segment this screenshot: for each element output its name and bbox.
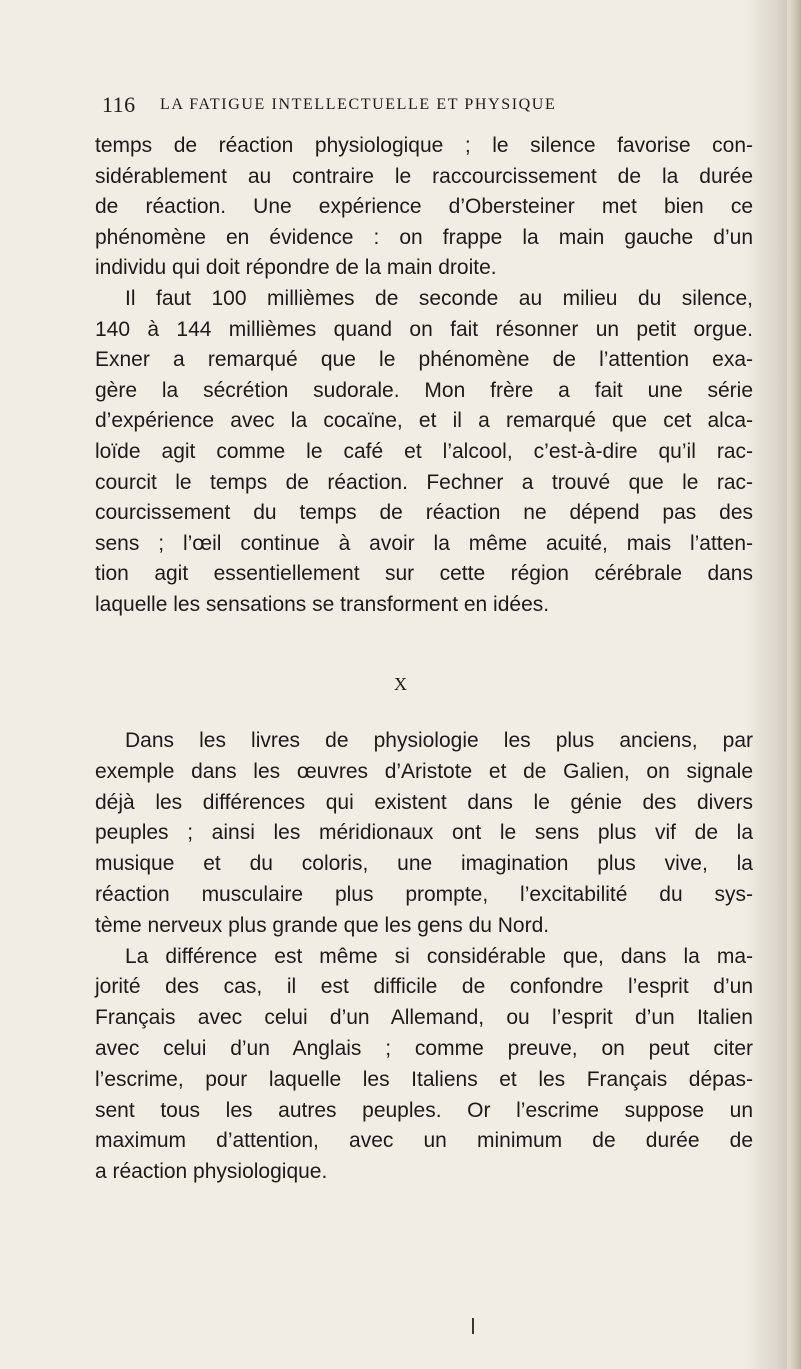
text-line: Exner a remarqué que le phénomène de l’attention exa- [95, 348, 753, 372]
text-line: Dans les livres de physiologie les plus anciens, par [125, 729, 753, 752]
text-line: sens ; l’œil continue à avoir la même acuité, mais l’atten- [95, 531, 753, 555]
text-line: l’escrime, pour laquelle les Italiens et les Français dépas- [95, 1067, 753, 1091]
text-line: a réaction physiologique. [95, 1160, 328, 1184]
text-line: laquelle les sensations se transforment en idées. [95, 592, 550, 616]
text-line: courcit le temps de réaction. Fechner a trouvé que le rac- [95, 470, 753, 494]
section-heading: X [394, 674, 407, 694]
page-number: 116 [102, 92, 136, 117]
text-section-1 [95, 131, 753, 621]
text-line: déjà les différences qui existent dans le génie des divers [95, 790, 753, 814]
text-line: sidérablement au contraire le raccourcissement de la durée [95, 164, 753, 188]
text-line: loïde agit comme le café et l’alcool, c’est-à-dire qu’il rac- [95, 439, 753, 463]
text-line: peuples ; ainsi les méridionaux ont le sens plus vif de la [95, 821, 753, 845]
text-line: Il faut 100 millièmes de seconde au milieu du silence, [125, 286, 753, 310]
text-line: sent tous les autres peuples. Or l’escrime suppose un [95, 1098, 753, 1122]
text-line: gère la sécrétion sudorale. Mon frère a fait une série [95, 378, 753, 402]
text-line: Français avec celui d’un Allemand, ou l’esprit d’un Italien [95, 1006, 753, 1030]
text-line: La différence est même si considérable que, dans la ma- [125, 944, 753, 968]
text-line: de réaction. Une expérience d’Obersteiner met bien ce [95, 195, 753, 219]
text-line: d’expérience avec la cocaïne, et il a remarqué que cet alca- [95, 409, 753, 433]
text-line: individu qui doit répondre de la main droite. [95, 256, 497, 280]
text-line: tème nerveux plus grande que les gens du Nord. [95, 913, 550, 937]
text-line: musique et du coloris, une imagination plus vive, la [95, 852, 753, 876]
text-line: phénomène en évidence : on frappe la main gauche d’un [95, 225, 753, 249]
text-line: réaction musculaire plus prompte, l’excitabilité du sys- [95, 882, 753, 906]
text-line: tion agit essentiellement sur cette région cérébrale dans [95, 562, 753, 586]
text-line: 140 à 144 millièmes quand on fait résonner un petit orgue. [95, 317, 753, 341]
running-title: LA FATIGUE INTELLECTUELLE ET PHYSIQUE [160, 96, 557, 113]
ink-mark [472, 1318, 474, 1334]
text-section-2 [95, 726, 753, 1188]
page-header [102, 92, 742, 122]
text-line: avec celui d’un Anglais ; comme preuve, on peut citer [95, 1036, 753, 1060]
text-line: courcissement du temps de réaction ne dépend pas des [95, 501, 753, 525]
text-line: exemple dans les œuvres d’Aristote et de Galien, on signale [95, 759, 753, 783]
text-line: jorité des cas, il est difficile de confondre l’esprit d’un [95, 975, 753, 999]
text-line: maximum d’attention, avec un minimum de durée de [95, 1129, 753, 1153]
text-line: temps de réaction physiologique ; le silence favorise con- [95, 134, 753, 157]
